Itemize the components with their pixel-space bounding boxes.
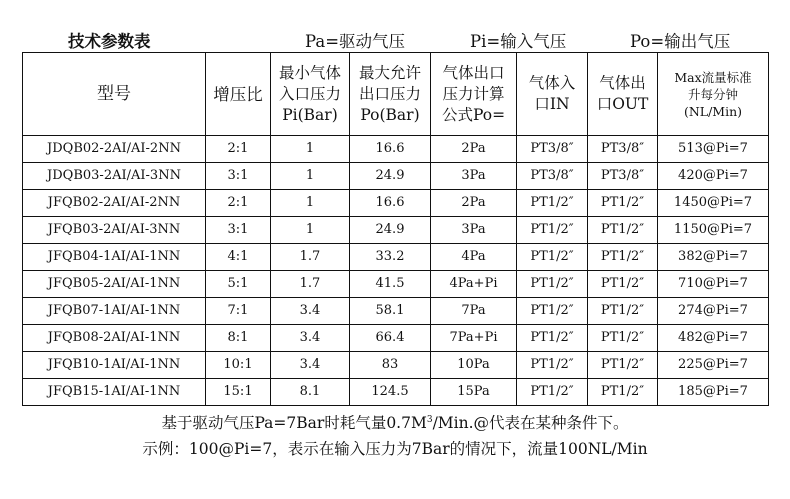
cell-model: JDQB03-2AI/AI-3NN	[23, 163, 206, 190]
cell-min-inlet-pressure: 8.1	[271, 379, 350, 406]
header-max-outlet: 最大允许 出口压力 Po(Bar)	[350, 53, 431, 136]
cell-inlet-port: PT1/2″	[517, 379, 588, 406]
cell-min-inlet-pressure: 1	[271, 217, 350, 244]
table-row	[23, 379, 769, 406]
cell-max-flow: 274@Pi=7	[658, 298, 769, 325]
header-outlet: 气体出 口OUT	[588, 53, 658, 136]
cell-max-outlet-pressure: 41.5	[350, 271, 431, 298]
cell-model: JFQB15-1AI/AI-1NN	[23, 379, 206, 406]
cell-outlet-port: PT1/2″	[588, 325, 658, 352]
cell-outlet-port: PT1/2″	[588, 379, 658, 406]
cell-model: JFQB02-2AI/AI-2NN	[23, 190, 206, 217]
cell-outlet-port: PT1/2″	[588, 271, 658, 298]
cell-inlet-port: PT1/2″	[517, 298, 588, 325]
header-line	[0, 28, 790, 52]
cell-outlet-port: PT1/2″	[588, 244, 658, 271]
cell-outlet-port: PT3/8″	[588, 136, 658, 163]
cell-max-outlet-pressure: 33.2	[350, 244, 431, 271]
cell-formula: 7Pa	[431, 298, 517, 325]
cell-ratio: 2:1	[206, 136, 271, 163]
cell-inlet-port: PT1/2″	[517, 325, 588, 352]
table-row	[23, 244, 769, 271]
header-max-flow: Max流量标准 升每分钟 (NL/Min)	[658, 53, 769, 136]
header-model: 型号	[23, 53, 206, 136]
cell-formula: 4Pa	[431, 244, 517, 271]
cell-max-flow: 382@Pi=7	[658, 244, 769, 271]
cell-inlet-port: PT1/2″	[517, 244, 588, 271]
cell-model: JDQB02-2AI/AI-2NN	[23, 136, 206, 163]
table-row	[23, 325, 769, 352]
spec-table	[22, 52, 769, 406]
cell-min-inlet-pressure: 3.4	[271, 325, 350, 352]
cell-max-outlet-pressure: 24.9	[350, 217, 431, 244]
cell-inlet-port: PT1/2″	[517, 190, 588, 217]
cell-formula: 4Pa+Pi	[431, 271, 517, 298]
cell-max-flow: 482@Pi=7	[658, 325, 769, 352]
cell-max-flow: 1450@Pi=7	[658, 190, 769, 217]
cell-min-inlet-pressure: 1	[271, 163, 350, 190]
cell-model: JFQB04-1AI/AI-1NN	[23, 244, 206, 271]
cell-inlet-port: PT3/8″	[517, 163, 588, 190]
table-row	[23, 352, 769, 379]
cell-formula: 2Pa	[431, 136, 517, 163]
cell-max-outlet-pressure: 124.5	[350, 379, 431, 406]
cell-ratio: 3:1	[206, 217, 271, 244]
cell-ratio: 4:1	[206, 244, 271, 271]
cell-outlet-port: PT1/2″	[588, 352, 658, 379]
cell-max-flow: 1150@Pi=7	[658, 217, 769, 244]
cell-max-flow: 185@Pi=7	[658, 379, 769, 406]
cell-max-outlet-pressure: 66.4	[350, 325, 431, 352]
table-row	[23, 190, 769, 217]
header-inlet: 气体入 口IN	[517, 53, 588, 136]
cell-inlet-port: PT1/2″	[517, 217, 588, 244]
note-consumption-tail: /Min.@代表在某种条件下。	[432, 414, 629, 432]
cell-formula: 7Pa+Pi	[431, 325, 517, 352]
cell-min-inlet-pressure: 1.7	[271, 244, 350, 271]
cell-outlet-port: PT1/2″	[588, 190, 658, 217]
table-row	[23, 298, 769, 325]
cell-formula: 15Pa	[431, 379, 517, 406]
cell-model: JFQB07-1AI/AI-1NN	[23, 298, 206, 325]
cell-max-outlet-pressure: 24.9	[350, 163, 431, 190]
cell-formula: 10Pa	[431, 352, 517, 379]
cell-max-outlet-pressure: 16.6	[350, 190, 431, 217]
cell-max-outlet-pressure: 16.6	[350, 136, 431, 163]
cell-outlet-port: PT1/2″	[588, 217, 658, 244]
cell-formula: 3Pa	[431, 163, 517, 190]
cell-max-outlet-pressure: 58.1	[350, 298, 431, 325]
cell-min-inlet-pressure: 1	[271, 136, 350, 163]
cell-min-inlet-pressure: 1.7	[271, 271, 350, 298]
cell-min-inlet-pressure: 3.4	[271, 352, 350, 379]
page-title: 技术参数表	[68, 32, 151, 51]
table-row	[23, 271, 769, 298]
table-body	[23, 136, 769, 406]
note-superscript: 3	[426, 414, 433, 425]
cell-formula: 3Pa	[431, 217, 517, 244]
cell-min-inlet-pressure: 3.4	[271, 298, 350, 325]
cell-ratio: 8:1	[206, 325, 271, 352]
cell-max-flow: 225@Pi=7	[658, 352, 769, 379]
legend-po: Po=输出气压	[630, 32, 731, 51]
cell-model: JFQB08-2AI/AI-1NN	[23, 325, 206, 352]
table-row	[23, 163, 769, 190]
note-consumption-text: 基于驱动气压Pa=7Bar时耗气量0.7M	[161, 414, 427, 432]
cell-max-flow: 513@Pi=7	[658, 136, 769, 163]
cell-ratio: 5:1	[206, 271, 271, 298]
cell-max-flow: 710@Pi=7	[658, 271, 769, 298]
cell-model: JFQB03-2AI/AI-3NN	[23, 217, 206, 244]
cell-model: JFQB10-1AI/AI-1NN	[23, 352, 206, 379]
table-row	[23, 136, 769, 163]
cell-max-outlet-pressure: 83	[350, 352, 431, 379]
cell-outlet-port: PT1/2″	[588, 298, 658, 325]
cell-inlet-port: PT1/2″	[517, 271, 588, 298]
cell-min-inlet-pressure: 1	[271, 190, 350, 217]
table-row	[23, 217, 769, 244]
header-formula: 气体出口 压力计算 公式Po=	[431, 53, 517, 136]
cell-model: JFQB05-2AI/AI-1NN	[23, 271, 206, 298]
cell-ratio: 7:1	[206, 298, 271, 325]
note-consumption	[0, 411, 790, 433]
header-ratio: 增压比	[206, 53, 271, 136]
cell-inlet-port: PT1/2″	[517, 352, 588, 379]
header-row	[23, 53, 769, 136]
header-min-inlet: 最小气体 入口压力 Pi(Bar)	[271, 53, 350, 136]
legend-pi: Pi=输入气压	[470, 32, 567, 51]
note-example: 示例：100@Pi=7，表示在输入压力为7Bar的情况下，流量100NL/Min	[142, 440, 648, 458]
cell-inlet-port: PT3/8″	[517, 136, 588, 163]
cell-ratio: 10:1	[206, 352, 271, 379]
cell-ratio: 15:1	[206, 379, 271, 406]
cell-ratio: 3:1	[206, 163, 271, 190]
cell-max-flow: 420@Pi=7	[658, 163, 769, 190]
cell-outlet-port: PT3/8″	[588, 163, 658, 190]
legend-pa: Pa=驱动气压	[305, 32, 406, 51]
cell-ratio: 2:1	[206, 190, 271, 217]
cell-formula: 2Pa	[431, 190, 517, 217]
